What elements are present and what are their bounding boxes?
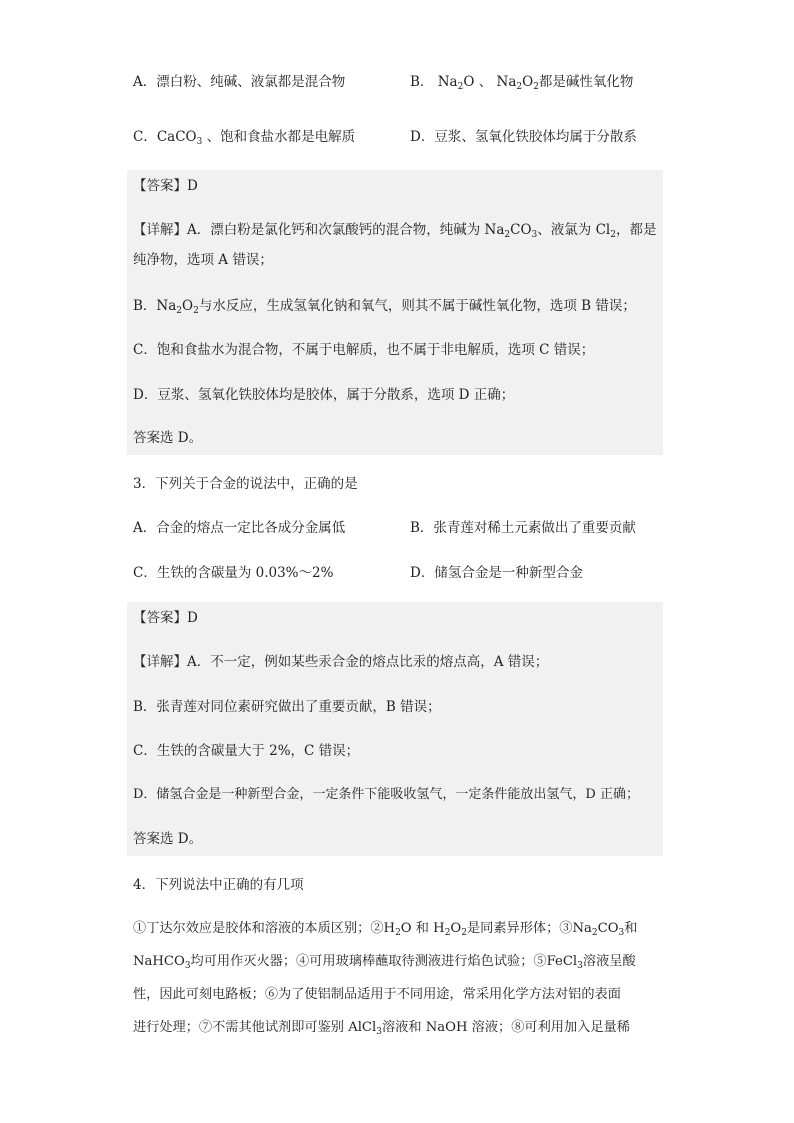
q3-answer: 【答案】D [133,610,198,626]
q2-detail-3: C．饱和食盐水为混合物，不属于电解质，也不属于非电解质，选项 C 错误； [133,342,595,358]
q3-detail-1: 【详解】A．不一定，例如某些汞合金的熔点比汞的熔点高，A 错误； [133,654,549,670]
q3-answer-block [127,602,663,856]
q4-stem: 4．下列说法中正确的有几项 [133,877,304,893]
q2-detail-1: 【详解】A．漂白粉是氯化钙和次氯酸钙的混合物，纯碱为 $Na_2CO_3$、液氯为 $Cl_2$，都是 [133,222,657,240]
q4-line-4: 进行处理；⑦不需其他试剂即可鉴别 AlCl$_3$溶液和 NaOH 溶液；⑧可利用加入足量稀 [133,1020,630,1037]
q4-line-2: NaHCO$_3$均可用作灭火器；④可用玻璃棒蘸取待测液进行焰色试验；⑤FeCl$_3$溶液呈酸 [133,954,636,971]
q3-final: 答案选 D。 [133,831,203,847]
q2-detail-4: D．豆浆、氢氧化铁胶体均是胶体，属于分散系，选项 D 正确； [133,387,515,403]
q3-detail-4: D．储氢合金是一种新型合金，一定条件下能吸收氢气，一定条件能放出氢气，D 正确； [133,787,639,802]
q3-detail-2: B．张青莲对同位素研究做出了重要贡献，B 错误； [133,699,441,715]
q2-option-a: A．漂白粉、纯碱、液氯都是混合物 [133,74,346,90]
q3-option-a: A．合金的熔点一定比各成分金属低 [133,520,346,536]
q2-option-b: B． $Na_2O$ 、 $Na_2O_2$都是碱性氧化物 [410,74,634,92]
q3-option-d: D．储氢合金是一种新型合金 [410,565,583,581]
q3-option-c: C．生铁的含碳量为 0.03%～2% [133,565,334,581]
q4-line-1: ①丁达尔效应是胶体和溶液的本质区别；$②H_2O$ 和 $H_2O_2$是同素异形体；$③Na_2CO_3$和 [133,921,638,938]
q3-stem: 3．下列关于合金的说法中，正确的是 [133,476,358,492]
q2-answer: 【答案】D [133,178,198,194]
q2-option-d: D．豆浆、氢氧化铁胶体均属于分散系 [410,129,637,145]
q2-detail-2: B．$Na_2O_2$与水反应，生成氢氧化钠和氧气，则其不属于碱性氧化物，选项 B 错误； [133,298,636,316]
q2-detail-1-cont: 纯净物，选项 A 错误； [133,252,273,268]
q3-detail-3: C．生铁的含碳量大于 2%，C 错误； [133,743,360,759]
q4-line-3: 性，因此可刻电路板；⑥为了使铝制品适用于不同用途，常采用化学方法对铝的表面 [133,987,621,1002]
q2-option-c: C．CaCO$_3$ 、饱和食盐水都是电解质 [133,129,356,147]
q2-final: 答案选 D。 [133,430,203,446]
q3-option-b: B．张青莲对稀土元素做出了重要贡献 [410,520,636,536]
